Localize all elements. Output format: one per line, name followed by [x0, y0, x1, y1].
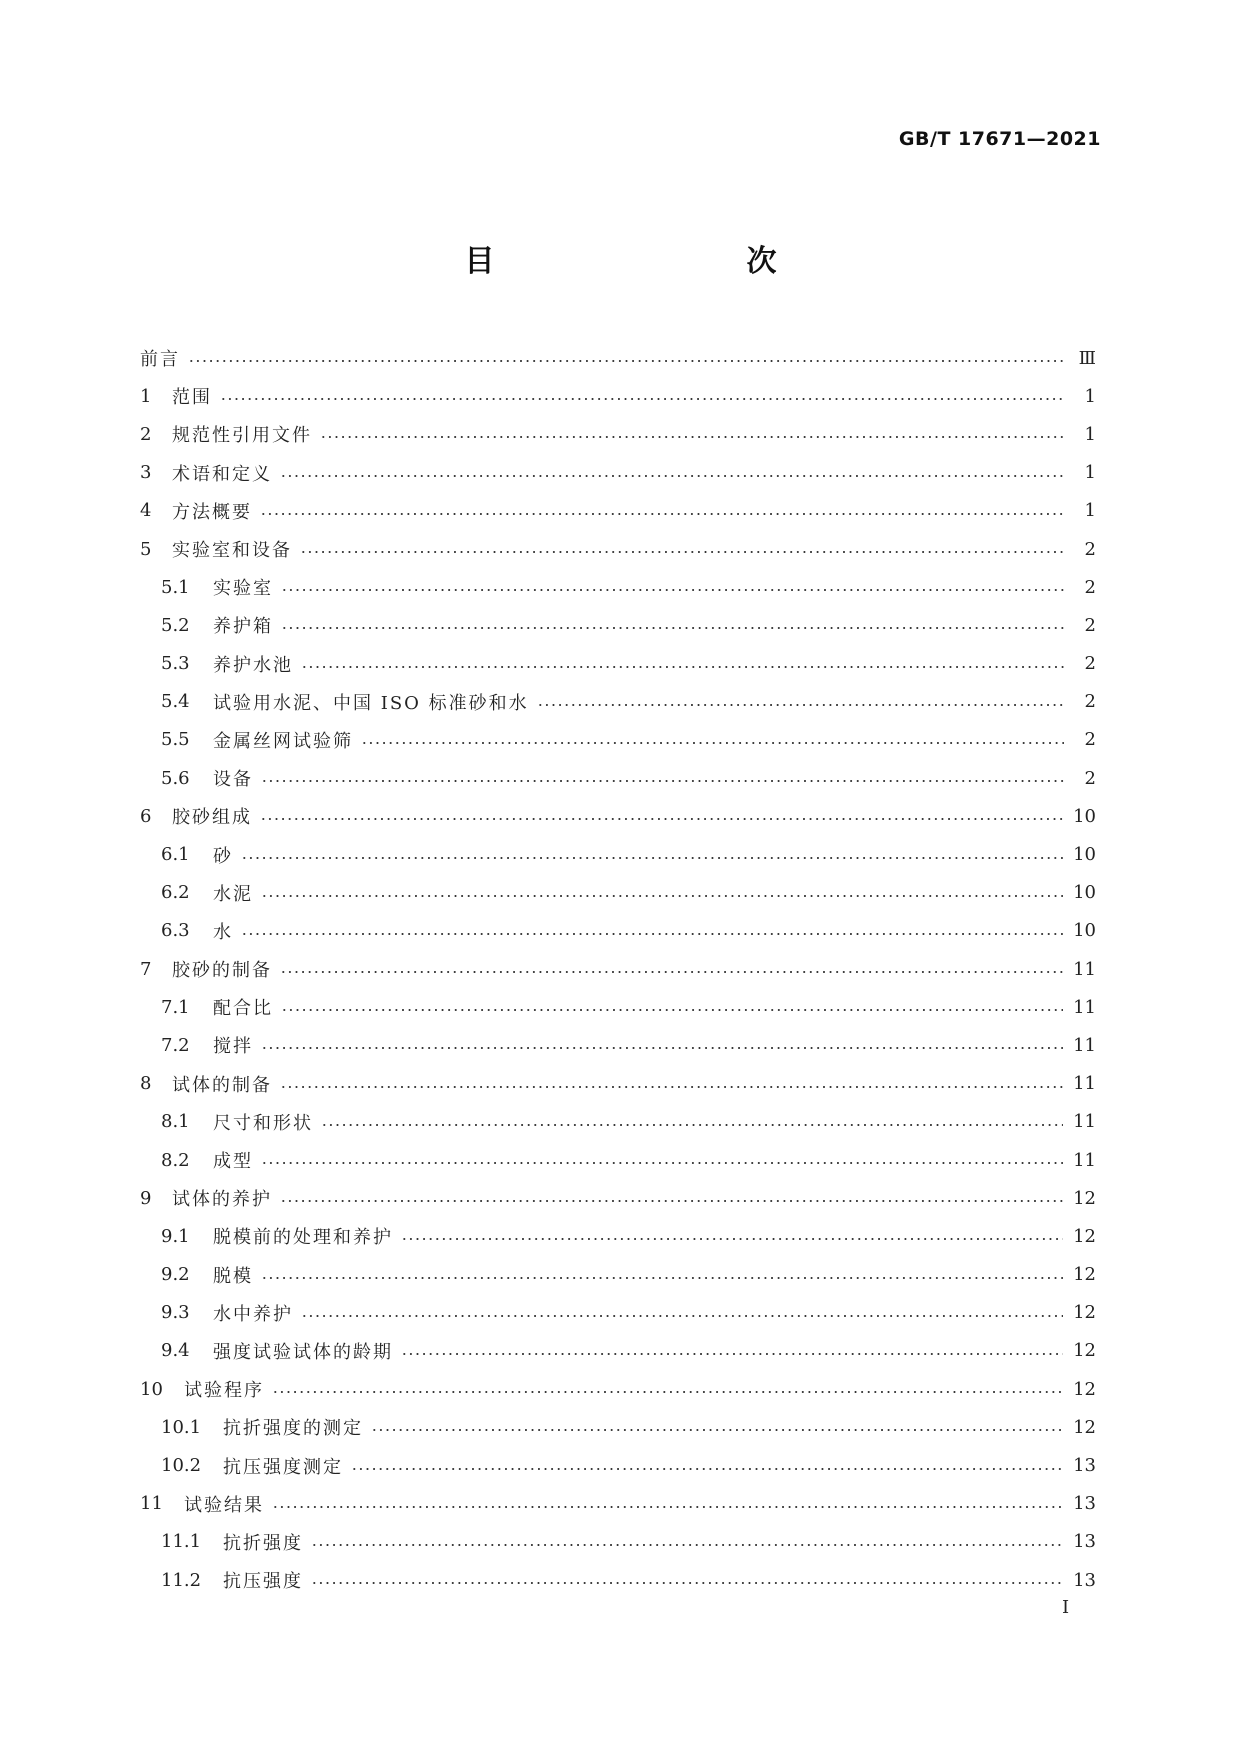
toc-entry-page: 12: [1073, 1416, 1096, 1438]
toc-entry-number: 7: [140, 958, 152, 980]
toc-dot-leader: [401, 1238, 1063, 1240]
toc-dot-leader: [311, 1544, 1063, 1546]
toc-entry-page: 10: [1073, 805, 1096, 827]
toc-entry-label: 试验程序: [184, 1380, 264, 1402]
toc-entry[interactable]: [140, 1446, 1096, 1484]
toc-entry[interactable]: [140, 1523, 1096, 1561]
toc-entry-page: 10: [1073, 920, 1096, 942]
toc-entry-label: 强度试验试体的龄期: [213, 1341, 393, 1363]
toc-entry[interactable]: [140, 606, 1096, 644]
toc-entry-page: 2: [1084, 576, 1096, 598]
toc-entry-label: 金属丝网试验筛: [213, 730, 353, 752]
toc-entry-number: 8: [140, 1073, 152, 1095]
toc-dot-leader: [188, 360, 1064, 362]
toc-entry[interactable]: [140, 454, 1096, 492]
toc-entry-label: 试验结果: [184, 1494, 264, 1516]
toc-entry[interactable]: [140, 759, 1096, 797]
toc-entry-label: 胶砂组成: [172, 807, 252, 829]
toc-entry[interactable]: [140, 377, 1096, 415]
toc-entry-label: 砂: [213, 845, 233, 867]
toc-entry-number: 11: [140, 1493, 163, 1515]
toc-entry-label: 水中养护: [213, 1303, 293, 1325]
toc-dot-leader: [261, 1277, 1063, 1279]
page-number: Ⅰ: [1062, 1597, 1070, 1618]
toc-dot-leader: [220, 398, 1064, 400]
toc-dot-leader: [537, 704, 1064, 706]
toc-entry-number: 9.2: [161, 1264, 190, 1286]
toc-dot-leader: [272, 1506, 1063, 1508]
toc-entry[interactable]: [140, 721, 1096, 759]
toc-entry[interactable]: [140, 645, 1096, 683]
toc-entry-label: 抗压强度测定: [223, 1456, 343, 1478]
toc-entry[interactable]: [140, 339, 1096, 377]
toc-entry-label: 抗折强度的测定: [223, 1418, 363, 1440]
toc-entry-number: 5.6: [161, 767, 190, 789]
toc-entry[interactable]: [140, 1217, 1096, 1255]
toc-dot-leader: [260, 513, 1064, 515]
toc-dot-leader: [261, 1047, 1063, 1049]
toc-entry-number: 6.3: [161, 920, 190, 942]
toc-entry-label: 脱模前的处理和养护: [213, 1227, 393, 1249]
toc-entry-label: 规范性引用文件: [172, 425, 312, 447]
toc-entry-number: 7.1: [161, 996, 190, 1018]
toc-entry-number: 11.1: [161, 1531, 202, 1553]
toc-dot-leader: [280, 475, 1064, 477]
toc-entry-page: 12: [1073, 1302, 1096, 1324]
toc-entry-label: 试体的制备: [172, 1074, 272, 1096]
toc-dot-leader: [280, 971, 1063, 973]
toc-entry-number: 8.2: [161, 1149, 190, 1171]
toc-dot-leader: [272, 1391, 1063, 1393]
toc-entry-page: Ⅲ: [1078, 347, 1096, 369]
toc-entry-label: 养护箱: [213, 616, 273, 638]
toc-entry-label: 试验用水泥、中国 ISO 标准砂和水: [213, 692, 529, 714]
toc-entry[interactable]: [140, 1561, 1096, 1599]
standard-code: GB/T 17671—2021: [898, 128, 1101, 150]
toc-entry-page: 10: [1073, 844, 1096, 866]
toc-entry-label: 抗折强度: [223, 1532, 303, 1554]
toc-entry-number: 5.1: [161, 576, 190, 598]
toc-entry-page: 10: [1073, 882, 1096, 904]
toc-entry-number: 6.2: [161, 882, 190, 904]
toc-entry[interactable]: [140, 568, 1096, 606]
toc-entry-page: 2: [1084, 538, 1096, 560]
toc-entry-page: 1: [1084, 423, 1096, 445]
toc-entry-number: 11.2: [161, 1569, 202, 1591]
toc-entry[interactable]: [140, 1141, 1096, 1179]
toc-entry-page: 11: [1073, 1073, 1096, 1095]
toc-dot-leader: [301, 1315, 1063, 1317]
toc-entry[interactable]: [140, 1370, 1096, 1408]
toc-entry-label: 水: [213, 921, 233, 943]
toc-entry[interactable]: [140, 1179, 1096, 1217]
toc-dot-leader: [311, 1582, 1063, 1584]
toc-entry-page: 12: [1073, 1187, 1096, 1209]
toc-entry-number: 1: [140, 385, 152, 407]
toc-entry-number: 4: [140, 500, 152, 522]
toc-entry-number: 7.2: [161, 1034, 190, 1056]
toc-dot-leader: [260, 818, 1063, 820]
toc-entry[interactable]: [140, 797, 1096, 835]
toc-entry-number: 5.3: [161, 653, 190, 675]
toc-entry-number: 5.4: [161, 691, 190, 713]
toc-entry-label: 实验室和设备: [172, 540, 292, 562]
toc-entry[interactable]: [140, 683, 1096, 721]
toc-dot-leader: [261, 780, 1064, 782]
toc-entry-number: 9.1: [161, 1225, 190, 1247]
toc-entry-page: 2: [1084, 614, 1096, 636]
toc-dot-leader: [261, 1162, 1063, 1164]
toc-entry-page: 12: [1073, 1264, 1096, 1286]
toc-entry[interactable]: [140, 1294, 1096, 1332]
toc-entry-page: 13: [1073, 1455, 1096, 1477]
toc-entry-page: 1: [1084, 462, 1096, 484]
toc-dot-leader: [351, 1468, 1063, 1470]
toc-entry-number: 9.4: [161, 1340, 190, 1362]
toc-entry-label: 实验室: [213, 578, 273, 600]
toc-dot-leader: [241, 933, 1063, 935]
toc-entry-number: 10.1: [161, 1416, 202, 1438]
toc-entry-page: 2: [1084, 691, 1096, 713]
toc-entry[interactable]: [140, 415, 1096, 453]
toc-entry-number: 5: [140, 538, 152, 560]
toc-dot-leader: [280, 1086, 1063, 1088]
toc-entry[interactable]: [140, 1408, 1096, 1446]
toc-entry-number: 8.1: [161, 1111, 190, 1133]
toc-entry-page: 12: [1073, 1340, 1096, 1362]
toc-entry-label: 范围: [172, 387, 212, 409]
toc-entry-page: 11: [1073, 1034, 1096, 1056]
toc-entry-page: 1: [1084, 385, 1096, 407]
toc-dot-leader: [241, 857, 1063, 859]
toc-entry-page: 1: [1084, 500, 1096, 522]
toc-dot-leader: [261, 895, 1063, 897]
toc-entry-label: 术语和定义: [172, 463, 272, 485]
toc-entry[interactable]: [140, 1332, 1096, 1370]
toc-entry-page: 12: [1073, 1225, 1096, 1247]
toc-entry-label: 成型: [213, 1151, 253, 1173]
toc-entry[interactable]: [140, 988, 1096, 1026]
toc-entry-label: 养护水池: [213, 654, 293, 676]
toc-entry-page: 13: [1073, 1531, 1096, 1553]
toc-entry-label: 尺寸和形状: [213, 1112, 313, 1134]
toc-entry-label: 脱模: [213, 1265, 253, 1287]
toc-entry-page: 2: [1084, 767, 1096, 789]
toc-dot-leader: [281, 1009, 1063, 1011]
toc-entry-number: 6: [140, 805, 152, 827]
table-of-contents: [140, 339, 1096, 1599]
toc-entry-page: 11: [1073, 958, 1096, 980]
toc-entry-number: 9: [140, 1187, 152, 1209]
toc-dot-leader: [300, 551, 1064, 553]
toc-entry-number: 2: [140, 423, 152, 445]
toc-title: 目 次: [464, 244, 841, 279]
toc-entry[interactable]: [140, 950, 1096, 988]
toc-dot-leader: [280, 1200, 1063, 1202]
toc-entry-number: 10.2: [161, 1455, 202, 1477]
toc-entry-label: 设备: [213, 769, 253, 791]
toc-entry[interactable]: [140, 1103, 1096, 1141]
toc-entry-page: 11: [1073, 996, 1096, 1018]
toc-entry[interactable]: [140, 874, 1096, 912]
toc-dot-leader: [371, 1429, 1063, 1431]
toc-entry-page: 2: [1084, 729, 1096, 751]
toc-entry-label: 抗压强度: [223, 1571, 303, 1593]
toc-entry-label: 试体的养护: [172, 1189, 272, 1211]
toc-entry[interactable]: [140, 492, 1096, 530]
toc-entry-label: 胶砂的制备: [172, 960, 272, 982]
toc-dot-leader: [281, 589, 1064, 591]
toc-entry-number: 10: [140, 1378, 163, 1400]
toc-entry[interactable]: [140, 912, 1096, 950]
toc-entry[interactable]: [140, 1065, 1096, 1103]
toc-entry-number: 5.5: [161, 729, 190, 751]
toc-dot-leader: [281, 627, 1064, 629]
toc-dot-leader: [321, 1124, 1063, 1126]
toc-entry-page: 13: [1073, 1569, 1096, 1591]
toc-entry-number: 5.2: [161, 614, 190, 636]
toc-entry-number: 6.1: [161, 844, 190, 866]
toc-dot-leader: [361, 742, 1064, 744]
toc-entry[interactable]: [140, 1256, 1096, 1294]
toc-dot-leader: [301, 666, 1064, 668]
toc-entry[interactable]: [140, 530, 1096, 568]
toc-entry-label: 搅拌: [213, 1036, 253, 1058]
toc-entry-label: 水泥: [213, 883, 253, 905]
toc-dot-leader: [401, 1353, 1063, 1355]
toc-entry-label: 方法概要: [172, 501, 252, 523]
toc-entry-page: 12: [1073, 1378, 1096, 1400]
toc-entry-page: 13: [1073, 1493, 1096, 1515]
toc-entry-number: 3: [140, 462, 152, 484]
toc-entry-page: 11: [1073, 1149, 1096, 1171]
toc-entry-page: 11: [1073, 1111, 1096, 1133]
toc-entry-number: 9.3: [161, 1302, 190, 1324]
toc-entry[interactable]: [140, 835, 1096, 873]
toc-entry-label: 配合比: [213, 998, 273, 1020]
toc-entry[interactable]: [140, 1026, 1096, 1064]
toc-entry[interactable]: [140, 1485, 1096, 1523]
toc-entry-page: 2: [1084, 653, 1096, 675]
toc-entry-label: 前言: [140, 349, 180, 371]
toc-dot-leader: [320, 436, 1064, 438]
